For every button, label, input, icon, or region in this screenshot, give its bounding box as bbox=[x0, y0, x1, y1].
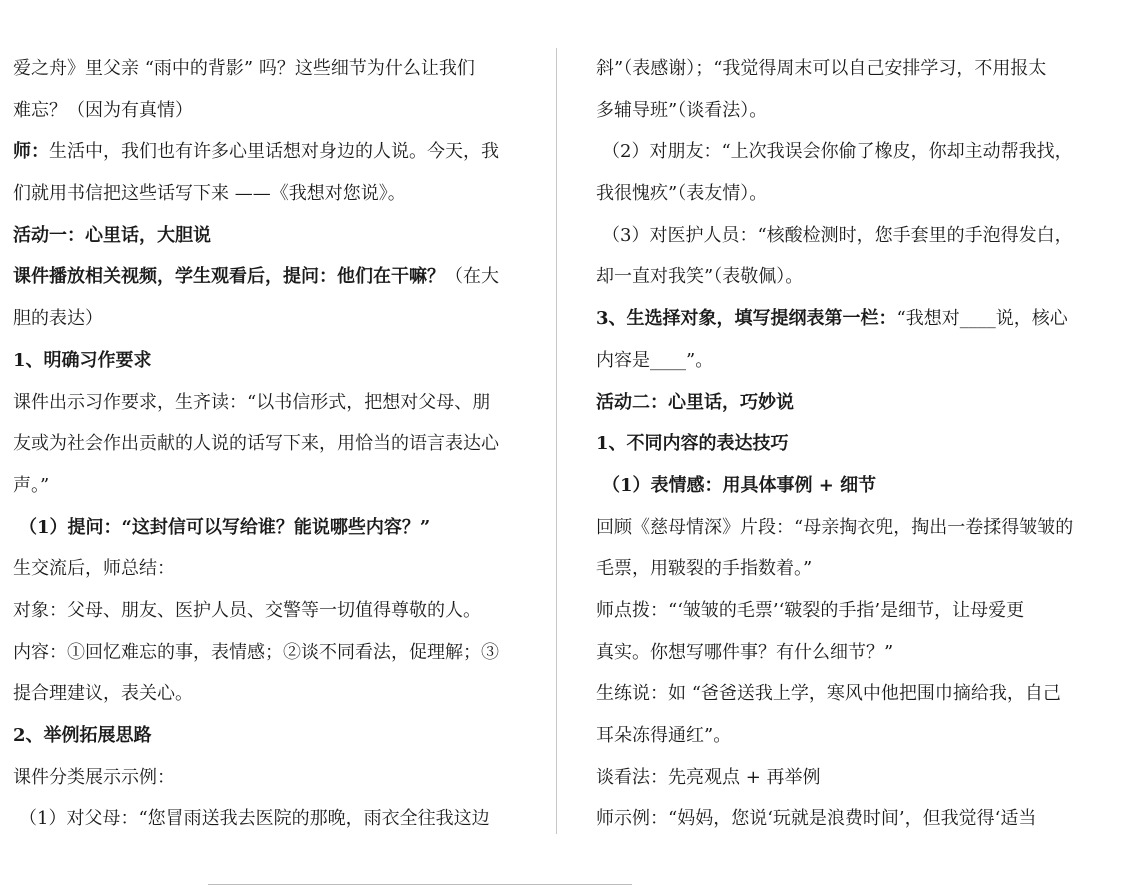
bottom-rule bbox=[208, 884, 632, 885]
body-text: 生活中，我们也有许多心里话想对身边的人说。今天，我 bbox=[49, 141, 499, 163]
body-text: （3）对医护人员：“核酸检测时，您手套里的手泡得发白， bbox=[602, 224, 1073, 246]
left-column-line bbox=[13, 423, 533, 465]
bold-text: 1、明确习作要求 bbox=[13, 349, 152, 371]
body-text: （在大 bbox=[445, 266, 499, 288]
right-column-line bbox=[596, 340, 1116, 382]
bold-text: 1、不同内容的表达技巧 bbox=[596, 433, 789, 455]
right-column-line bbox=[596, 48, 1116, 90]
right-column-line bbox=[596, 131, 1116, 173]
left-column-line bbox=[13, 673, 533, 715]
left-column-line bbox=[13, 548, 533, 590]
bold-text: 课件播放相关视频，学生观看后，提问：他们在干嘛？ bbox=[13, 266, 445, 288]
bold-text: 活动二：心里话，巧妙说 bbox=[596, 391, 794, 413]
body-text: 声。” bbox=[13, 474, 50, 496]
body-text: 回顾《慈母情深》片段：“母亲掏衣兜，掏出一卷揉得皱皱的 bbox=[596, 516, 1074, 538]
right-column-line bbox=[596, 507, 1116, 549]
bold-text: （1）提问：“这封信可以写给谁？能说哪些内容？” bbox=[19, 516, 431, 538]
left-column-line bbox=[13, 632, 533, 674]
left-column bbox=[13, 48, 533, 840]
body-text: 胆的表达） bbox=[13, 308, 103, 330]
right-column-line bbox=[596, 757, 1116, 799]
right-column bbox=[596, 48, 1116, 840]
left-column-line bbox=[13, 256, 533, 298]
bold-text: 2、举例拓展思路 bbox=[13, 725, 152, 746]
body-text: 师示例：“妈妈，您说‘玩就是浪费时间’，但我觉得‘适当 bbox=[596, 808, 1037, 830]
body-text: 课件分类展示示例： bbox=[13, 766, 175, 788]
left-column-line bbox=[13, 48, 533, 90]
left-column-line bbox=[13, 465, 533, 507]
bold-text: 师： bbox=[13, 141, 49, 163]
body-text: 生练说：如 “爸爸送我上学，寒风中他把围巾摘给我，自己 bbox=[596, 683, 1061, 705]
right-column-line bbox=[596, 215, 1116, 257]
left-column-line bbox=[13, 131, 533, 173]
body-text: 提合理建议，表关心。 bbox=[13, 683, 193, 705]
bold-text: 活动一：心里话，大胆说 bbox=[13, 224, 211, 246]
left-column-line bbox=[13, 90, 533, 132]
body-text: 耳朵冻得通红”。 bbox=[596, 725, 732, 746]
body-text: 谈看法：先亮观点 + 再举例 bbox=[596, 766, 821, 788]
column-divider bbox=[556, 48, 557, 834]
body-text: 们就用书信把这些话写下来 ——《我想对您说》。 bbox=[13, 183, 406, 205]
right-column-line bbox=[596, 382, 1116, 424]
left-column-line bbox=[13, 798, 533, 840]
body-text: 内容：①回忆难忘的事，表情感；②谈不同看法，促理解；③ bbox=[13, 641, 499, 663]
left-column-line bbox=[13, 173, 533, 215]
right-column-line bbox=[596, 548, 1116, 590]
right-column-line bbox=[596, 590, 1116, 632]
body-text: 斜”（表感谢）；“我觉得周末可以自己安排学习，不用报太 bbox=[596, 58, 1047, 79]
left-column-line bbox=[13, 507, 533, 549]
left-column-line bbox=[13, 215, 533, 257]
body-text: 多辅导班”（谈看法）。 bbox=[596, 99, 768, 121]
right-column-line bbox=[596, 715, 1116, 757]
body-text: 却一直对我笑”（表敬佩）。 bbox=[596, 266, 804, 288]
left-column-line bbox=[13, 757, 533, 799]
left-column-line bbox=[13, 590, 533, 632]
body-text: “我想对____说，核心 bbox=[896, 308, 1068, 330]
left-column-line bbox=[13, 715, 533, 757]
body-text: 爱之舟》里父亲 “雨中的背影” 吗？这些细节为什么让我们 bbox=[13, 58, 475, 79]
bold-text: 3、生选择对象，填写提纲表第一栏： bbox=[596, 308, 897, 330]
left-column-line bbox=[13, 298, 533, 340]
body-text: 课件出示习作要求，生齐读：“以书信形式，把想对父母、朋 bbox=[13, 391, 491, 413]
right-column-line bbox=[596, 173, 1116, 215]
left-column-line bbox=[13, 340, 533, 382]
right-column-line bbox=[596, 632, 1116, 674]
body-text: 对象：父母、朋友、医护人员、交警等一切值得尊敬的人。 bbox=[13, 599, 481, 621]
right-column-line bbox=[596, 673, 1116, 715]
bold-text: （1）表情感：用具体事例 + 细节 bbox=[602, 474, 877, 496]
body-text: 毛票，用皲裂的手指数着。” bbox=[596, 558, 813, 580]
body-text: 生交流后，师总结： bbox=[13, 558, 175, 580]
body-text: 友或为社会作出贡献的人说的话写下来，用恰当的语言表达心 bbox=[13, 433, 499, 455]
body-text: （2）对朋友：“上次我误会你偷了橡皮，你却主动帮我找， bbox=[602, 141, 1073, 163]
right-column-line bbox=[596, 423, 1116, 465]
body-text: 内容是____”。 bbox=[596, 349, 714, 371]
right-column-line bbox=[596, 298, 1116, 340]
right-column-line bbox=[596, 798, 1116, 840]
right-column-line bbox=[596, 256, 1116, 298]
body-text: （1）对父母：“您冒雨送我去医院的那晚，雨衣全往我这边 bbox=[19, 808, 490, 830]
right-column-line bbox=[596, 90, 1116, 132]
body-text: 难忘？（因为有真情） bbox=[13, 99, 193, 121]
body-text: 师点拨：“‘皱皱的毛票’‘皲裂的手指’是细节，让母爱更 bbox=[596, 599, 1025, 621]
body-text: 我很愧疚”（表友情）。 bbox=[596, 183, 768, 205]
right-column-line bbox=[596, 465, 1116, 507]
left-column-line bbox=[13, 382, 533, 424]
body-text: 真实。你想写哪件事？有什么细节？” bbox=[596, 641, 894, 663]
